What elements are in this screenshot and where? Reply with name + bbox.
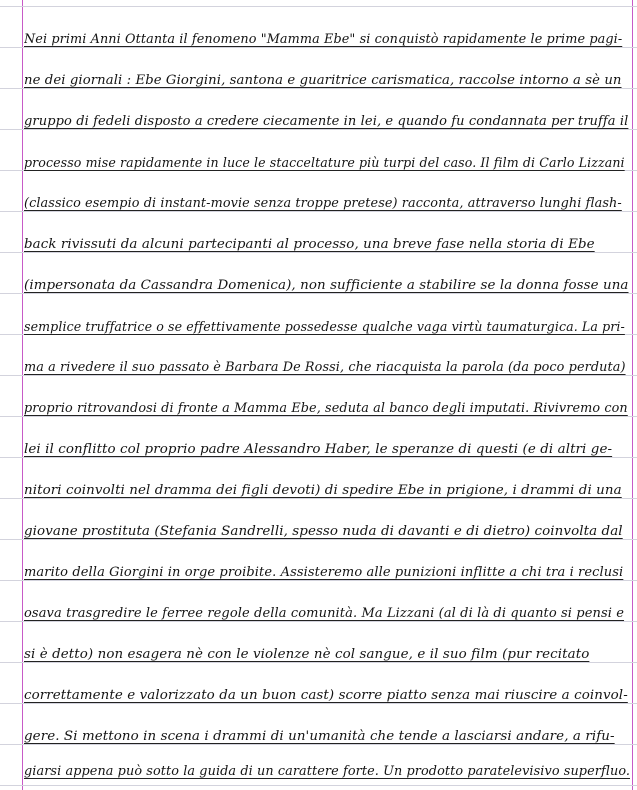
text-line: semplice truffatrice o se effettivamente possedesse qualche vaga virtù taumaturgica. La pri-	[24, 319, 625, 334]
text-line: ma a rivedere il suo passato è Barbara De Rossi, che riacquista la parola (da poco perduta)	[24, 360, 626, 375]
text-line: gruppo di fedeli disposto a credere ciecamente in lei, e quando fu condannata per truffa il	[24, 114, 629, 129]
text-line: correttamente e valorizzato da un buon cast) scorre piatto senza mai riuscire a coinvol-	[24, 688, 628, 703]
text-line: lei il conflitto col proprio padre Alessandro Haber, le speranze di questi (e di altri ge-	[24, 442, 613, 457]
right-margin-line	[632, 0, 633, 790]
text-line: Nei primi Anni Ottanta il fenomeno "Mamma Ebe" si conquistò rapidamente le prime pagi-	[24, 32, 623, 47]
text-line: giovane prostituta (Stefania Sandrelli, spesso nuda di davanti e di dietro) coinvolta dal	[24, 524, 623, 539]
text-line: (impersonata da Cassandra Domenica), non sufficiente a stabilire se la donna fosse una	[24, 278, 629, 293]
text-line: nitori coinvolti nel dramma dei figli devoti) di spedire Ebe in prigione, i drammi di una	[24, 483, 622, 498]
text-line: marito della Giorgini in orge proibite. Assisteremo alle punizioni inflitte a chi tra i reclusi	[24, 565, 624, 580]
text-line: giarsi appena può sotto la guida di un carattere forte. Un prodotto paratelevisivo superfluo.	[24, 764, 630, 779]
text-line: osava trasgredire le ferree regole della comunità. Ma Lizzani (al di là di quanto si pensi e	[24, 606, 625, 621]
ruled-line	[0, 6, 637, 7]
text-line: si è detto) non esagera nè con le violenze nè col sangue, e il suo film (pur recitato	[24, 647, 590, 662]
left-margin-line	[22, 0, 23, 790]
ruled-line	[0, 785, 637, 786]
text-line: gere. Si mettono in scena i drammi di un'umanità che tende a lasciarsi andare, a rifu-	[24, 729, 615, 744]
text-line: processo mise rapidamente in luce le stacceltature più turpi del caso. Il film di Carlo Lizzani	[24, 155, 625, 170]
text-line: back rivissuti da alcuni partecipanti al processo, una breve fase nella storia di Ebe	[24, 237, 595, 252]
text-line: ne dei giornali : Ebe Giorgini, santona e guaritrice carismatica, raccolse intorno a sè un	[24, 73, 622, 88]
text-line: proprio ritrovandosi di fronte a Mamma Ebe, seduta al banco degli imputati. Rivivremo con	[24, 401, 628, 416]
text-line: (classico esempio di instant-movie senza troppe pretese) racconta, attraverso lunghi flash-	[24, 196, 622, 211]
